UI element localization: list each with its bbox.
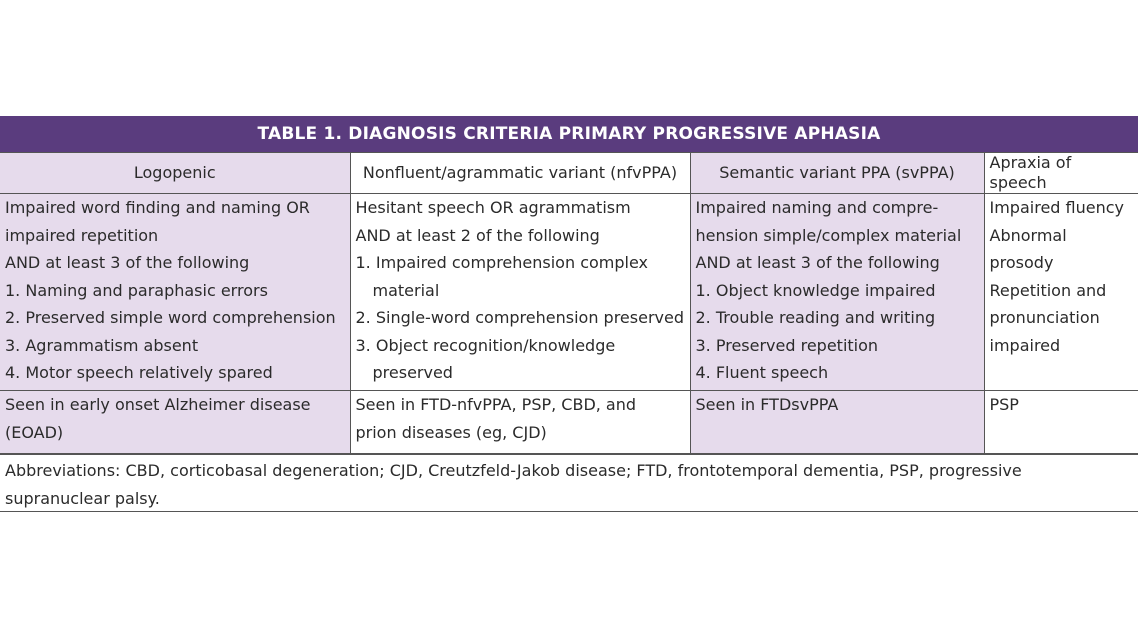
cell-logopenic-criteria: [0, 194, 350, 391]
cell-text-line: pronunciation: [989, 308, 1100, 327]
cell-text-line: impaired repetition: [5, 225, 159, 245]
cell-text-line: 4. Fluent speech: [695, 363, 829, 382]
cell-text-line: hension simple/complex material: [695, 225, 962, 245]
cell-text-line: Impaired fluency: [989, 198, 1124, 217]
criteria-row: [0, 194, 1138, 391]
cell-text-line: AND at least 3 of the following: [5, 253, 250, 272]
cell-text-line: 2. Single-word comprehension preserved: [355, 308, 684, 327]
cell-text-line: AND at least 3 of the following: [695, 253, 940, 272]
cell-text-line: preserved: [372, 363, 453, 382]
cell-text-line: AND at least 2 of the following: [355, 225, 600, 245]
cell-text-line: Seen in early onset Alzheimer disease: [5, 395, 311, 414]
cell-logopenic-context: [0, 391, 350, 454]
cell-text-line: prosody: [989, 253, 1054, 272]
cell-text-line: 3. Object recognition/knowledge: [355, 335, 616, 355]
column-header-apraxia: Apraxia of speech: [984, 153, 1138, 194]
column-header-svppa: Semantic variant PPA (svPPA): [690, 153, 984, 194]
context-row: [0, 391, 1138, 454]
cell-svppa-context: [690, 391, 984, 454]
header-row: [0, 153, 1138, 194]
cell-text-line: 2. Preserved simple word comprehension: [5, 308, 336, 327]
cell-text-line: material: [372, 280, 440, 300]
cell-text-line: 4. Motor speech relatively spared: [5, 363, 273, 382]
cell-text-line: prion diseases (eg, CJD): [355, 422, 547, 442]
cell-text-line: 3. Preserved repetition: [695, 335, 879, 355]
column-header-logopenic: Logopenic: [0, 153, 350, 194]
cell-text-line: 1. Object knowledge impaired: [695, 280, 936, 300]
column-header-nfvppa: Nonfluent/agrammatic variant (nfvPPA): [350, 153, 690, 194]
cell-apraxia-context: [984, 391, 1138, 454]
cell-text-line: 3. Agrammatism absent: [5, 335, 199, 355]
cell-svppa-criteria: [690, 194, 984, 391]
cell-text-line: Impaired word finding and naming OR: [5, 198, 310, 217]
cell-text-line: 1. Naming and paraphasic errors: [5, 280, 268, 300]
table-body: [0, 152, 1138, 454]
cell-text-line: (EOAD): [5, 422, 64, 442]
footnote-line: supranuclear palsy.: [5, 489, 160, 508]
cell-text-line: Repetition and: [989, 280, 1107, 300]
table-title: TABLE 1. DIAGNOSIS CRITERIA PRIMARY PROGRESSIVE APHASIA: [0, 116, 1138, 152]
cell-text-line: impaired: [989, 335, 1061, 355]
cell-text-line: Seen in FTDsvPPA: [695, 395, 839, 414]
cell-text-line: Impaired naming and compre-: [695, 198, 939, 217]
criteria-table: [0, 116, 1138, 512]
cell-text-line: Seen in FTD-nfvPPA, PSP, CBD, and: [355, 395, 637, 414]
cell-text-line: Hesitant speech OR agrammatism: [355, 198, 631, 217]
table-footnote: [0, 454, 1138, 512]
cell-text-line: Abnormal: [989, 225, 1067, 245]
cell-nfvppa-criteria: [350, 194, 690, 391]
footnote-line: Abbreviations: CBD, corticobasal degeneration; CJD, Creutzfeld-Jakob disease; FTD, frontotemporal dementia, PSP, progressive: [5, 461, 1022, 480]
cell-nfvppa-context: [350, 391, 690, 454]
cell-text-line: 2. Trouble reading and writing: [695, 308, 936, 327]
cell-text-line: 1. Impaired comprehension complex: [355, 253, 648, 272]
cell-apraxia-criteria: [984, 194, 1138, 391]
cell-text-line: PSP: [989, 395, 1019, 414]
